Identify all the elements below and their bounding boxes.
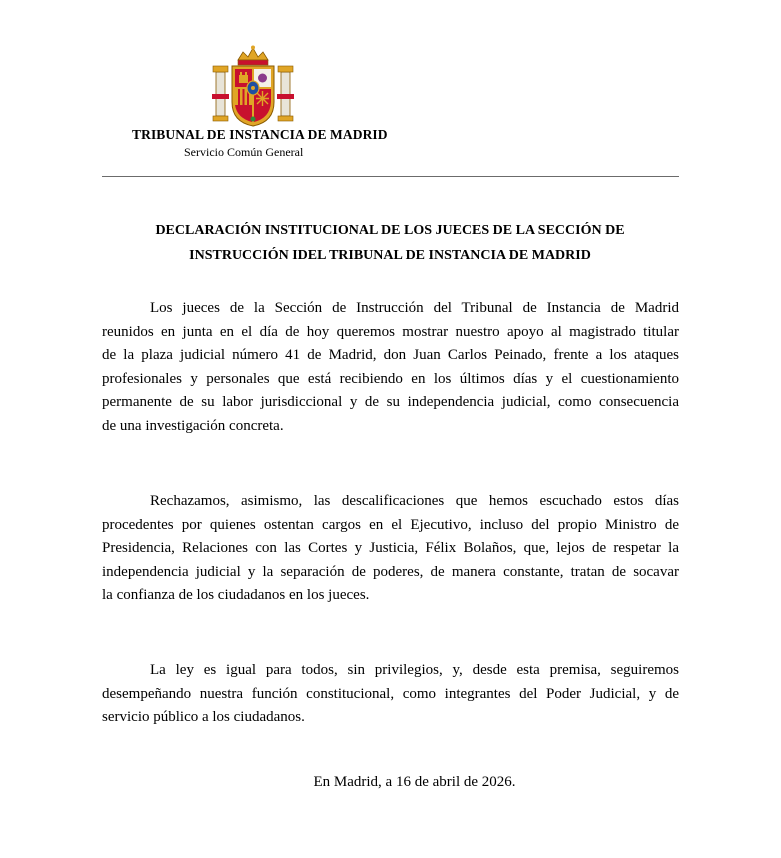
paragraph-line: permanente de su labor jurisdiccional y de su independencia judicial, como consecuencia (102, 394, 679, 411)
heading-line: DECLARACIÓN INSTITUCIONAL DE LOS JUECES DE LA SECCIÓN DE (155, 223, 625, 238)
declaration-heading (100, 218, 680, 268)
paragraph-line: Los jueces de la Sección de Instrucción del Tribunal de Instancia de Madrid (150, 300, 679, 316)
organization-name: TRIBUNAL DE INSTANCIA DE MADRID (132, 127, 388, 142)
body-paragraph (102, 490, 679, 608)
spanish-coat-of-arms-icon (212, 44, 294, 128)
paragraph-line: profesionales y personales que está recibiendo en los últimos días y el cuestionamiento (102, 370, 679, 387)
paragraph-line: la confianza de los ciudadanos en los jueces. (102, 587, 370, 604)
paragraph-line: independencia judicial y la separación de poderes, de manera constante, tratan de socavar (102, 563, 679, 580)
header-divider (102, 176, 679, 177)
body-paragraph (102, 297, 679, 439)
paragraph-line: desempeñando nuestra función constitucional, como integrantes del Poder Judicial, y de (102, 685, 679, 702)
paragraph-line: servicio público a los ciudadanos. (102, 709, 305, 726)
paragraph-line: de una investigación concreta. (102, 417, 284, 434)
organization-unit: Servicio Común General (184, 145, 304, 159)
paragraph-line: reunidos en junta en el día de hoy queremos mostrar nuestro apoyo al magistrado titular (102, 323, 679, 340)
paragraph-line: La ley es igual para todos, sin privilegios, y, desde esta premisa, seguiremos (150, 662, 679, 678)
paragraph-line: Rechazamos, asimismo, las descalificaciones que hemos escuchado estos días (150, 493, 679, 509)
paragraph-line: Presidencia, Relaciones con las Cortes y Justicia, Félix Bolaños, que, lejos de respetar la (102, 540, 679, 557)
paragraph-line: de la plaza judicial número 41 de Madrid, don Juan Carlos Peinado, frente a los ataques (102, 347, 679, 364)
body-paragraph (102, 659, 679, 730)
paragraph-line: procedentes por quienes ostentan cargos en el Ejecutivo, incluso del propio Ministro de (102, 516, 679, 533)
heading-line: INSTRUCCIÓN IDEL TRIBUNAL DE INSTANCIA DE MADRID (189, 248, 591, 263)
closing-date-line: En Madrid, a 16 de abril de 2026. (313, 774, 516, 790)
